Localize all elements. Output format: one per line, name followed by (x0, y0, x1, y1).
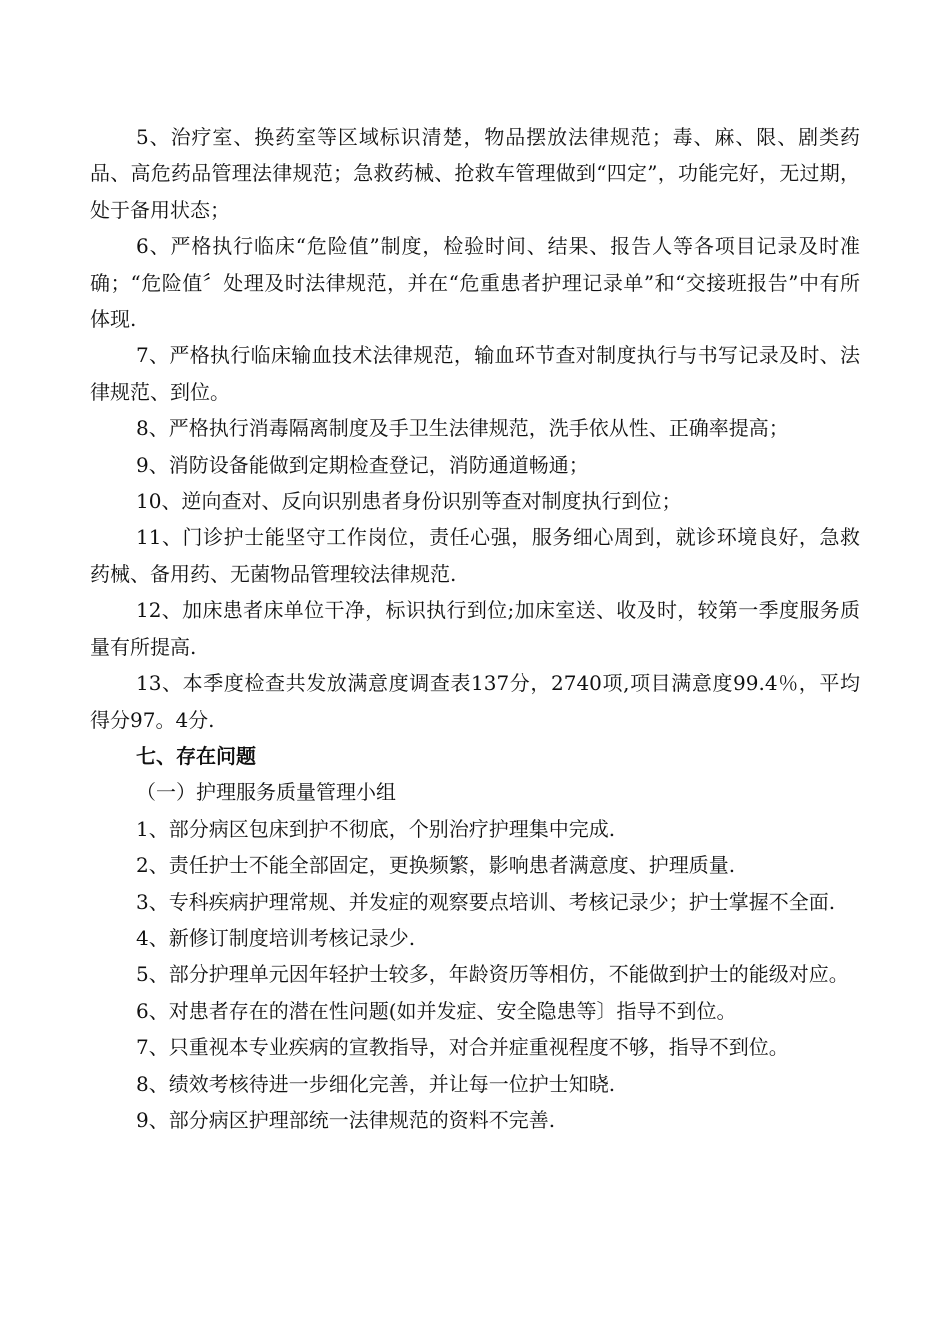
paragraph-item-5: 5、治疗室、换药室等区域标识清楚，物品摆放法律规范；毒、麻、限、剧类药品、高危药品管理法律规范；急救药械、抢救车管理做到“四定”，功能完好，无过期，处于备用状态； (90, 125, 860, 222)
paragraph-item-8: 8、严格执行消毒隔离制度及手卫生法律规范，洗手依从性、正确率提高； (136, 416, 789, 441)
problem-item-1: 1、部分病区包床到护不彻底，个别治疗护理集中完成. (136, 816, 616, 841)
problem-item-3: 3、专科疾病护理常规、并发症的观察要点培训、考核记录少；护士掌握不全面. (136, 889, 836, 914)
paragraph-item-10: 10、逆向查对、反向识别患者身份识别等查对制度执行到位； (136, 489, 682, 514)
problem-item-7: 7、只重视本专业疾病的宣教指导，对合并症重视程度不够，指导不到位。 (136, 1035, 789, 1060)
paragraph-item-12: 12、加床患者床单位干净，标识执行到位;加床室送、收及时，较第一季度服务质量有所提高. (90, 598, 860, 659)
problem-item-2: 2、责任护士不能全部固定，更换频繁，影响患者满意度、护理质量. (136, 853, 736, 878)
problem-item-4: 4、新修订制度培训考核记录少. (136, 925, 416, 950)
paragraph-item-7: 7、严格执行临床输血技术法律规范，输血环节查对制度执行与书写记录及时、法律规范、到位。 (90, 343, 860, 404)
subsection-heading: （一）护理服务质量管理小组 (136, 780, 396, 805)
paragraph-item-6: 6、严格执行临床“危险值”制度，检验时间、结果、报告人等各项目记录及时准确；“危险值〞处理及时法律规范，并在“危重患者护理记录单”和“交接班报告”中有所体现. (90, 234, 860, 332)
problem-item-8: 8、绩效考核待进一步细化完善，并让每一位护士知晓. (136, 1071, 616, 1096)
section-heading: 七、存在问题 (136, 743, 256, 768)
problem-item-6: 6、对患者存在的潜在性问题(如并发症、安全隐患等〕指导不到位。 (136, 998, 737, 1023)
paragraph-item-11: 11、门诊护士能坚守工作岗位，责任心强，服务细心周到，就诊环境良好，急救药械、备用药、无菌物品管理较法律规范. (90, 525, 860, 586)
problem-item-5: 5、部分护理单元因年轻护士较多，年龄资历等相仿，不能做到护士的能级对应。 (136, 962, 849, 987)
problem-item-9: 9、部分病区护理部统一法律规范的资料不完善. (136, 1107, 556, 1132)
paragraph-item-13: 13、本季度检查共发放满意度调查表137分，2740项,项目满意度99.4％，平均得分97。4分. (90, 671, 860, 732)
paragraph-item-9: 9、消防设备能做到定期检查登记，消防通道畅通； (136, 452, 589, 477)
